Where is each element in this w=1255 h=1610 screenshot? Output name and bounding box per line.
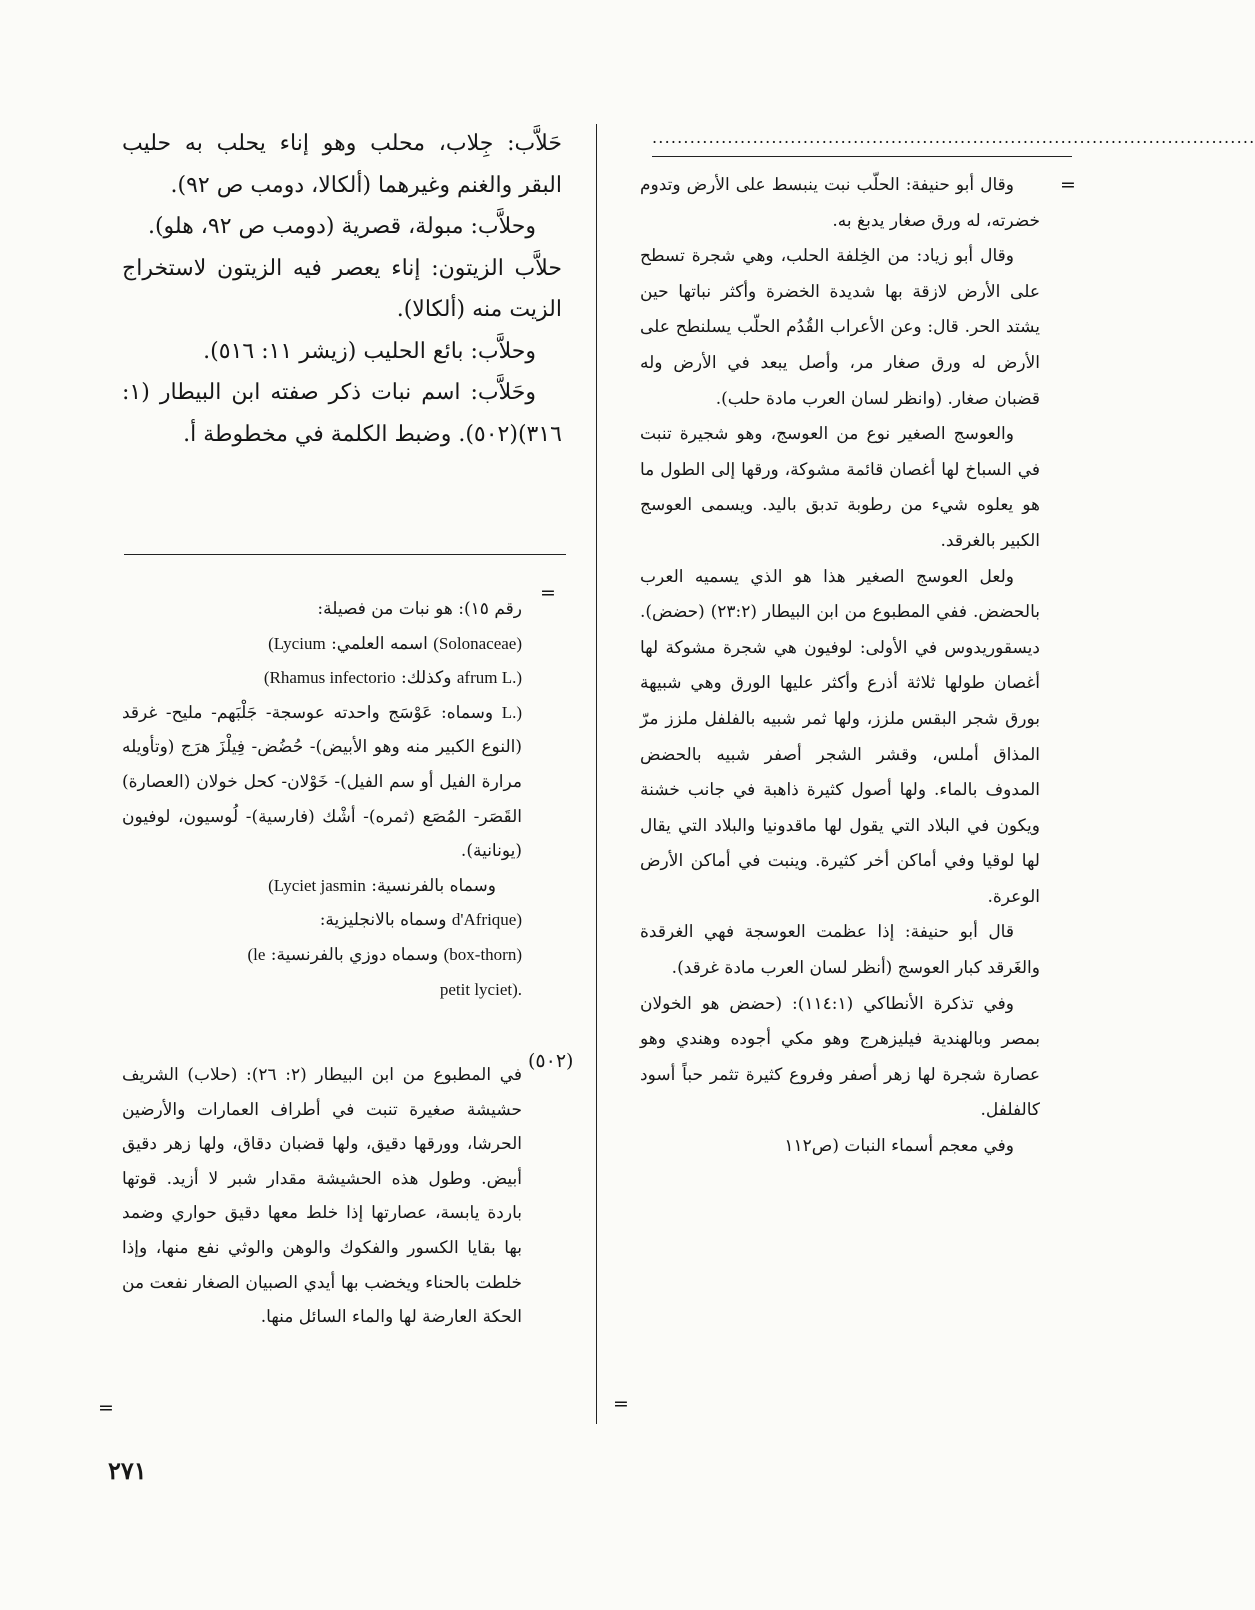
footnote-15-marker: = (540, 582, 556, 604)
entry-hallab-4: وحَلاَّب: اسم نبات ذكر صفته ابن البيطار (١: ٣١٦)(٥٠٢). وضبط الكلمة في مخطوطة أ. (122, 380, 562, 447)
fn15-line-5 (122, 869, 522, 904)
column-divider (596, 124, 597, 1424)
fn15-latin-l: L.) (501, 702, 523, 722)
fn15-latin-lyciet: (Lyciet jasmin (268, 875, 366, 895)
right-paragraph-6: وفي تذكرة الأنطاكي (١١٤:١): (حضض هو الخولان بمصر وبالهندية فيليزهرج وهو مكي أجوده وهندي وهو عصارة شجرة لها زهر أصفر وفروع كثيرة تثمر حباً أسود كالفلفل. (640, 993, 1040, 1121)
fn15-latin-petit: petit lyciet). (439, 979, 522, 999)
fn15-text-2: اسمه العلمي: (331, 633, 428, 654)
fn15-latin-boxthorn: (box-thorn) (443, 944, 522, 964)
fn15-latin-solonaceae: (Solonaceae) (433, 633, 522, 653)
header-rule (652, 156, 1072, 157)
footnote-502-marker-bottom: = (98, 1397, 114, 1419)
right-paragraph-2: وقال أبو زياد: من الخِلفة الحلب، وهي شجرة تسطح على الأرض لازقة بها شديدة الخضرة وأكثر نباتها حين يشتد الحر. قال: وعن الأعراب القُدُم الحلّب يسلنطح على الأرض له ورق صغار مر، وأصل يبعد في الأرض وله قضبان صغار. (وانظر لسان العرب مادة حلب). (640, 246, 1040, 409)
fn15-line-8 (122, 973, 522, 1008)
right-column (640, 168, 1040, 1165)
fn15-text-1: رقم ١٥): هو نبات من فصيلة: (317, 599, 522, 619)
fn15-line-6 (122, 903, 522, 938)
right-paragraph-3: والعوسج الصغير نوع من العوسج، وهو شجيرة تنبت في السباخ لها أغصان قائمة مشوكة، ورقها إلى الطول ما هو يعلوه شيء من رطوبة تدبق باليد. ويسمى العوسج الكبير بالغرقد. (640, 424, 1040, 551)
footnote-502-marker: (٥٠٢) (528, 1050, 574, 1072)
fn15-line-2 (122, 627, 522, 662)
entry-hallab-1: حَلاَّب: جِلاب، محلب وهو إناء يحلب به حليب البقر والغنم وغيرهما (ألكالا، دومب ص ٩٢). (122, 131, 562, 198)
fn15-line-4 (122, 696, 522, 869)
fn15-latin-afrum: afrum L.) (456, 668, 522, 688)
fn15-line-7 (122, 938, 522, 973)
continuation-marker-bottom: = (613, 1393, 629, 1415)
fn15-text-5: وسماه بالفرنسية: (371, 875, 496, 896)
right-paragraph-1: وقال أبو حنيفة: الحلّب نبت ينبسط على الأرض وتدوم خضرته، له ورق صغار يدبغ به. (640, 175, 1040, 231)
right-paragraph-7: وفي معجم أسماء النبات (ص١١٢ (784, 1136, 1014, 1157)
fn15-line-1 (122, 592, 522, 627)
fn15-latin-le: (le (247, 944, 266, 964)
footnote-15 (122, 592, 522, 1007)
entry-hallab-2: وحلاَّب: مبولة، قصرية (دومب ص ٩٢، هلو). (147, 214, 536, 239)
entry-hallab-3: وحلاَّب: بائع الحليب (زيشر ١١: ٥١٦). (203, 338, 536, 364)
fn15-text-4: وسماه: عَوْسَج واحدته عوسجة- جَلْبَهم- مليح- غرقد (النوع الكبير منه وهو الأبيض)- حُضُض- فِيلْزَ هرَج (وتأويله مرارة الفيل أو سم الفيل)- خَوْلان- كحل خولان (العصارة) القَصَر- المُصَع (ثمره)- أشْك (فارسية)- لُوسيون، لوفيون (يونانية). (122, 702, 522, 862)
fn15-text-7: وسماه دوزي بالفرنسية: (270, 944, 439, 965)
header-dotted-rule: ................................................................................................ (652, 128, 1255, 147)
page-number: ٢٧١ (108, 1456, 147, 1485)
footnote-502 (122, 1058, 522, 1335)
dictionary-entries (122, 123, 562, 455)
continuation-marker-top: = (1060, 174, 1076, 196)
fn15-latin-lycium: (Lycium (268, 633, 326, 653)
entry-hallab-zaytun: حلاَّب الزيتون: إناء يعصر فيه الزيتون لاستخراج الزيت منه (ألكالا). (122, 255, 562, 322)
fn15-line-3 (122, 661, 522, 696)
fn15-latin-dafrique: d'Afrique) (451, 910, 522, 930)
footnote-separator (124, 554, 566, 555)
fn15-latin-rhamus: (Rhamus infectorio (263, 668, 396, 688)
fn15-text-6: وسماه بالانجليزية: (319, 910, 447, 931)
right-paragraph-5: قال أبو حنيفة: إذا عظمت العوسجة فهي الغرقدة والغَرقد كبار العوسج (أنظر لسان العرب مادة غرقد). (640, 922, 1040, 979)
right-paragraph-4: ولعل العوسج الصغير هذا هو الذي يسميه العرب بالحضض. ففي المطبوع من ابن البيطار (٢٣:٢) (حضض). ديسقوريدوس في الأولى: لوفيون هي شجرة مشوكة لها أغصان طولها ثلاثة أذرع وأكثر عليها الورق وهي شبيهة بورق شجر البقس ملزز، ولها ثمر شبيه بالفلفل ملزز مرّ المذاق أملس، وقشر الشجر أصفر شبيه بالحضض المدوف بالماء. ولها أصول كثيرة ذاهبة في جانب خشنة ويكون في البلاد التي يقول لها ماقدونيا والبلاد التي يقال لها لوقيا وفي أماكن أخر كثيرة. وينبت في أماكن الأرض الوعرة. (640, 566, 1040, 907)
fn502-text: في المطبوع من ابن البيطار (٢: ٢٦): (حلاب) الشريف حشيشة صغيرة تنبت في أطراف العمارات والأرضين الحرشا، وورقها دقيق، ولها قضبان دقاق، ولها زهر دقيق أبيض. وطول هذه الحشيشة مقدار شبر لا أزيد. قوتها باردة يابسة، عصارتها إذا خلط معها دقيق حواري وضمد بها بقايا الكسور والفكوك والوهن والوثي نفع منها، وإذا خلطت بالحناء ويخضب بها أيدي الصبيان الصغار نفعت من الحكة العارضة لها والماء السائل منها. (122, 1065, 522, 1328)
fn15-text-3: وكذلك: (400, 668, 452, 689)
